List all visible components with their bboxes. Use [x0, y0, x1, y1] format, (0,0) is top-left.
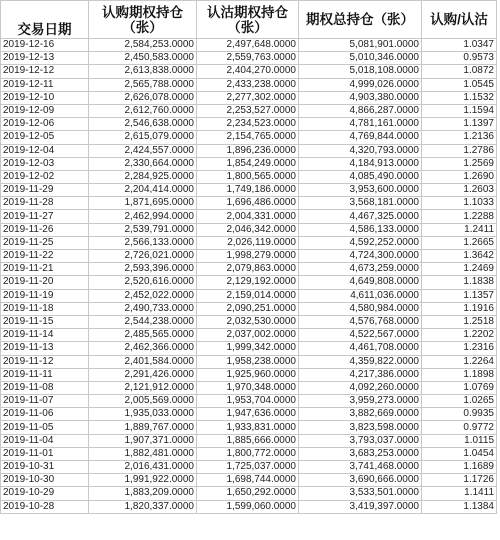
cell-call-put-ratio: 1.2690	[422, 170, 497, 183]
table-row	[1, 447, 497, 460]
cell-call-position: 2,401,584.0000	[89, 355, 197, 368]
cell-put-position: 1,947,636.0000	[197, 408, 299, 421]
cell-trade-date: 2019-11-26	[1, 223, 89, 236]
cell-trade-date: 2019-12-11	[1, 78, 89, 91]
cell-put-position: 1,854,249.0000	[197, 157, 299, 170]
cell-put-position: 2,129,192.0000	[197, 276, 299, 289]
cell-call-put-ratio: 1.0454	[422, 447, 497, 460]
cell-put-position: 2,497,648.0000	[197, 39, 299, 52]
cell-call-put-ratio: 0.9772	[422, 421, 497, 434]
cell-trade-date: 2019-11-22	[1, 250, 89, 263]
cell-trade-date: 2019-11-29	[1, 184, 89, 197]
cell-put-position: 1,650,292.0000	[197, 487, 299, 500]
cell-call-put-ratio: 1.1384	[422, 500, 497, 513]
cell-call-put-ratio: 1.2288	[422, 210, 497, 223]
cell-trade-date: 2019-12-02	[1, 170, 89, 183]
table-row	[1, 461, 497, 474]
cell-call-position: 2,462,994.0000	[89, 210, 197, 223]
cell-call-put-ratio: 1.2264	[422, 355, 497, 368]
cell-call-put-ratio: 1.2136	[422, 131, 497, 144]
cell-call-position: 2,584,253.0000	[89, 39, 197, 52]
cell-trade-date: 2019-12-13	[1, 52, 89, 65]
table-row	[1, 421, 497, 434]
cell-trade-date: 2019-11-15	[1, 315, 89, 328]
table-row	[1, 170, 497, 183]
cell-total-position: 4,724,300.0000	[299, 250, 422, 263]
cell-put-position: 1,725,037.0000	[197, 461, 299, 474]
cell-call-put-ratio: 0.9935	[422, 408, 497, 421]
cell-call-position: 1,935,033.0000	[89, 408, 197, 421]
cell-call-position: 1,991,922.0000	[89, 474, 197, 487]
cell-call-position: 2,450,583.0000	[89, 52, 197, 65]
cell-total-position: 5,018,108.0000	[299, 65, 422, 78]
cell-total-position: 3,683,253.0000	[299, 447, 422, 460]
cell-trade-date: 2019-12-10	[1, 91, 89, 104]
cell-call-put-ratio: 1.2411	[422, 223, 497, 236]
cell-trade-date: 2019-10-30	[1, 474, 89, 487]
cell-trade-date: 2019-12-12	[1, 65, 89, 78]
table-row	[1, 342, 497, 355]
table-row	[1, 39, 497, 52]
cell-put-position: 1,970,348.0000	[197, 381, 299, 394]
cell-total-position: 4,999,026.0000	[299, 78, 422, 91]
table-row	[1, 157, 497, 170]
cell-trade-date: 2019-12-06	[1, 118, 89, 131]
cell-total-position: 4,866,287.0000	[299, 104, 422, 117]
cell-put-position: 1,958,238.0000	[197, 355, 299, 368]
cell-call-position: 2,291,426.0000	[89, 368, 197, 381]
cell-total-position: 3,533,501.0000	[299, 487, 422, 500]
cell-trade-date: 2019-12-05	[1, 131, 89, 144]
cell-call-position: 2,626,078.0000	[89, 91, 197, 104]
cell-call-put-ratio: 1.0769	[422, 381, 497, 394]
cell-put-position: 2,159,014.0000	[197, 289, 299, 302]
cell-total-position: 4,522,567.0000	[299, 329, 422, 342]
cell-put-position: 2,004,331.0000	[197, 210, 299, 223]
table-row	[1, 315, 497, 328]
cell-total-position: 4,467,325.0000	[299, 210, 422, 223]
cell-call-position: 2,612,760.0000	[89, 104, 197, 117]
cell-put-position: 2,079,863.0000	[197, 263, 299, 276]
table-row	[1, 289, 497, 302]
cell-put-position: 2,026,119.0000	[197, 236, 299, 249]
table-row	[1, 78, 497, 91]
cell-call-put-ratio: 1.2603	[422, 184, 497, 197]
cell-call-position: 2,485,565.0000	[89, 329, 197, 342]
cell-put-position: 2,154,765.0000	[197, 131, 299, 144]
cell-total-position: 3,568,181.0000	[299, 197, 422, 210]
cell-call-put-ratio: 1.0545	[422, 78, 497, 91]
cell-trade-date: 2019-11-25	[1, 236, 89, 249]
table-row	[1, 250, 497, 263]
cell-put-position: 1,925,960.0000	[197, 368, 299, 381]
table-row	[1, 355, 497, 368]
cell-put-position: 1,800,565.0000	[197, 170, 299, 183]
cell-trade-date: 2019-11-01	[1, 447, 89, 460]
cell-put-position: 2,234,523.0000	[197, 118, 299, 131]
cell-total-position: 4,611,036.0000	[299, 289, 422, 302]
cell-trade-date: 2019-10-29	[1, 487, 89, 500]
cell-trade-date: 2019-11-07	[1, 395, 89, 408]
cell-call-position: 2,544,238.0000	[89, 315, 197, 328]
cell-call-put-ratio: 1.1689	[422, 461, 497, 474]
cell-call-position: 1,889,767.0000	[89, 421, 197, 434]
cell-call-position: 1,883,209.0000	[89, 487, 197, 500]
cell-trade-date: 2019-11-08	[1, 381, 89, 394]
cell-call-position: 2,593,396.0000	[89, 263, 197, 276]
cell-call-position: 2,613,838.0000	[89, 65, 197, 78]
table-row	[1, 131, 497, 144]
table-row	[1, 302, 497, 315]
cell-total-position: 3,882,669.0000	[299, 408, 422, 421]
table-row	[1, 184, 497, 197]
table-row	[1, 276, 497, 289]
cell-trade-date: 2019-11-20	[1, 276, 89, 289]
cell-total-position: 3,953,600.0000	[299, 184, 422, 197]
cell-put-position: 1,933,831.0000	[197, 421, 299, 434]
cell-total-position: 4,649,808.0000	[299, 276, 422, 289]
cell-call-put-ratio: 0.9573	[422, 52, 497, 65]
cell-call-position: 2,284,925.0000	[89, 170, 197, 183]
cell-trade-date: 2019-11-04	[1, 434, 89, 447]
table-body	[1, 39, 497, 514]
cell-total-position: 5,081,901.0000	[299, 39, 422, 52]
cell-call-put-ratio: 1.0115	[422, 434, 497, 447]
cell-put-position: 1,885,666.0000	[197, 434, 299, 447]
cell-put-position: 1,953,704.0000	[197, 395, 299, 408]
cell-trade-date: 2019-11-28	[1, 197, 89, 210]
table-row	[1, 118, 497, 131]
cell-total-position: 4,673,259.0000	[299, 263, 422, 276]
cell-call-put-ratio: 1.0347	[422, 39, 497, 52]
cell-total-position: 3,690,666.0000	[299, 474, 422, 487]
cell-call-put-ratio: 1.1033	[422, 197, 497, 210]
cell-trade-date: 2019-11-21	[1, 263, 89, 276]
cell-call-put-ratio: 1.1532	[422, 91, 497, 104]
cell-trade-date: 2019-11-13	[1, 342, 89, 355]
table-row	[1, 52, 497, 65]
table-row	[1, 487, 497, 500]
cell-total-position: 5,010,346.0000	[299, 52, 422, 65]
cell-call-put-ratio: 1.1916	[422, 302, 497, 315]
table-row	[1, 434, 497, 447]
cell-call-put-ratio: 1.2518	[422, 315, 497, 328]
table-row	[1, 381, 497, 394]
cell-call-position: 2,016,431.0000	[89, 461, 197, 474]
cell-put-position: 1,749,186.0000	[197, 184, 299, 197]
cell-total-position: 4,217,386.0000	[299, 368, 422, 381]
table-row	[1, 210, 497, 223]
table-row	[1, 408, 497, 421]
cell-total-position: 4,580,984.0000	[299, 302, 422, 315]
cell-call-put-ratio: 1.2569	[422, 157, 497, 170]
cell-trade-date: 2019-11-11	[1, 368, 89, 381]
cell-put-position: 2,277,302.0000	[197, 91, 299, 104]
cell-trade-date: 2019-11-19	[1, 289, 89, 302]
cell-call-put-ratio: 1.0265	[422, 395, 497, 408]
cell-total-position: 4,085,490.0000	[299, 170, 422, 183]
cell-total-position: 4,320,793.0000	[299, 144, 422, 157]
table-row	[1, 263, 497, 276]
header-call-position: 认购期权持仓（张）	[89, 1, 197, 39]
cell-put-position: 1,896,236.0000	[197, 144, 299, 157]
cell-trade-date: 2019-12-09	[1, 104, 89, 117]
cell-trade-date: 2019-11-12	[1, 355, 89, 368]
cell-call-position: 2,546,638.0000	[89, 118, 197, 131]
cell-put-position: 2,032,530.0000	[197, 315, 299, 328]
cell-trade-date: 2019-10-28	[1, 500, 89, 513]
cell-trade-date: 2019-12-04	[1, 144, 89, 157]
cell-put-position: 2,046,342.0000	[197, 223, 299, 236]
cell-trade-date: 2019-11-18	[1, 302, 89, 315]
cell-call-position: 2,615,079.0000	[89, 131, 197, 144]
cell-call-position: 2,121,912.0000	[89, 381, 197, 394]
cell-call-position: 2,565,788.0000	[89, 78, 197, 91]
cell-put-position: 1,999,342.0000	[197, 342, 299, 355]
header-trade-date: 交易日期	[1, 1, 89, 39]
table-row	[1, 329, 497, 342]
cell-put-position: 2,037,002.0000	[197, 329, 299, 342]
cell-put-position: 1,698,744.0000	[197, 474, 299, 487]
cell-call-position: 2,005,569.0000	[89, 395, 197, 408]
cell-total-position: 3,823,598.0000	[299, 421, 422, 434]
table-row	[1, 236, 497, 249]
cell-put-position: 2,090,251.0000	[197, 302, 299, 315]
cell-trade-date: 2019-11-05	[1, 421, 89, 434]
cell-call-position: 2,424,557.0000	[89, 144, 197, 157]
cell-call-position: 2,539,791.0000	[89, 223, 197, 236]
cell-call-put-ratio: 1.2316	[422, 342, 497, 355]
table-row	[1, 474, 497, 487]
cell-total-position: 4,592,252.0000	[299, 236, 422, 249]
table-row	[1, 197, 497, 210]
cell-total-position: 4,092,260.0000	[299, 381, 422, 394]
cell-total-position: 3,793,037.0000	[299, 434, 422, 447]
cell-call-put-ratio: 1.3642	[422, 250, 497, 263]
cell-total-position: 4,576,768.0000	[299, 315, 422, 328]
cell-call-put-ratio: 1.2202	[422, 329, 497, 342]
cell-trade-date: 2019-12-16	[1, 39, 89, 52]
cell-trade-date: 2019-11-06	[1, 408, 89, 421]
cell-call-position: 2,452,022.0000	[89, 289, 197, 302]
cell-put-position: 1,998,279.0000	[197, 250, 299, 263]
cell-call-put-ratio: 1.2786	[422, 144, 497, 157]
cell-trade-date: 2019-12-03	[1, 157, 89, 170]
cell-call-position: 2,566,133.0000	[89, 236, 197, 249]
cell-put-position: 1,800,772.0000	[197, 447, 299, 460]
header-row	[1, 1, 497, 39]
cell-call-position: 2,520,616.0000	[89, 276, 197, 289]
cell-total-position: 3,959,273.0000	[299, 395, 422, 408]
cell-call-position: 2,462,366.0000	[89, 342, 197, 355]
cell-call-put-ratio: 1.1726	[422, 474, 497, 487]
cell-put-position: 2,559,763.0000	[197, 52, 299, 65]
header-total-position: 期权总持仓（张）	[299, 1, 422, 39]
table-row	[1, 223, 497, 236]
table-row	[1, 65, 497, 78]
cell-total-position: 3,419,397.0000	[299, 500, 422, 513]
cell-call-put-ratio: 1.1594	[422, 104, 497, 117]
cell-call-put-ratio: 1.1397	[422, 118, 497, 131]
cell-trade-date: 2019-10-31	[1, 461, 89, 474]
cell-trade-date: 2019-11-27	[1, 210, 89, 223]
table-row	[1, 500, 497, 513]
cell-call-put-ratio: 1.2665	[422, 236, 497, 249]
cell-put-position: 2,433,238.0000	[197, 78, 299, 91]
table-row	[1, 368, 497, 381]
cell-call-put-ratio: 1.1357	[422, 289, 497, 302]
cell-total-position: 4,359,822.0000	[299, 355, 422, 368]
table-row	[1, 91, 497, 104]
header-put-position: 认沽期权持仓（张）	[197, 1, 299, 39]
cell-put-position: 2,253,527.0000	[197, 104, 299, 117]
cell-put-position: 2,404,270.0000	[197, 65, 299, 78]
cell-call-put-ratio: 1.0872	[422, 65, 497, 78]
cell-call-put-ratio: 1.2469	[422, 263, 497, 276]
cell-total-position: 4,461,708.0000	[299, 342, 422, 355]
table-row	[1, 395, 497, 408]
cell-put-position: 1,696,486.0000	[197, 197, 299, 210]
cell-put-position: 1,599,060.0000	[197, 500, 299, 513]
cell-call-position: 2,330,664.0000	[89, 157, 197, 170]
cell-total-position: 4,184,913.0000	[299, 157, 422, 170]
cell-call-position: 2,726,021.0000	[89, 250, 197, 263]
cell-total-position: 3,741,468.0000	[299, 461, 422, 474]
cell-call-position: 2,204,414.0000	[89, 184, 197, 197]
cell-call-position: 1,820,337.0000	[89, 500, 197, 513]
table-row	[1, 144, 497, 157]
cell-call-position: 2,490,733.0000	[89, 302, 197, 315]
cell-total-position: 4,781,161.0000	[299, 118, 422, 131]
cell-call-put-ratio: 1.1411	[422, 487, 497, 500]
cell-call-put-ratio: 1.1898	[422, 368, 497, 381]
cell-call-position: 1,907,371.0000	[89, 434, 197, 447]
header-call-put-ratio: 认购/认沽	[422, 1, 497, 39]
cell-total-position: 4,769,844.0000	[299, 131, 422, 144]
cell-trade-date: 2019-11-14	[1, 329, 89, 342]
cell-call-position: 1,871,695.0000	[89, 197, 197, 210]
cell-total-position: 4,586,133.0000	[299, 223, 422, 236]
table-row	[1, 104, 497, 117]
cell-total-position: 4,903,380.0000	[299, 91, 422, 104]
cell-call-put-ratio: 1.1838	[422, 276, 497, 289]
cell-call-position: 1,882,481.0000	[89, 447, 197, 460]
